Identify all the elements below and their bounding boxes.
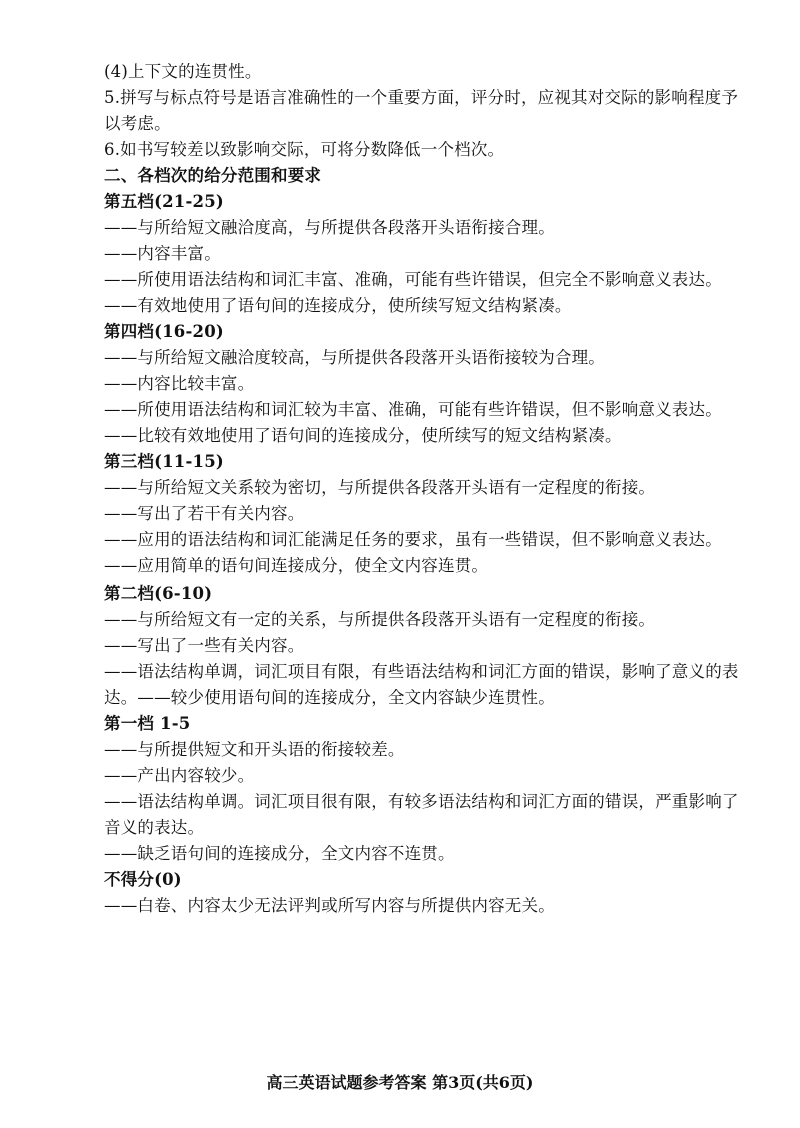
criterion-line: ——写出了一些有关内容。 [104, 636, 305, 655]
criterion-line: ——有效地使用了语句间的连接成分，使所续写短文结构紧凑。 [104, 296, 572, 315]
text-line: 5.拼写与标点符号是语言准确性的一个重要方面，评分时，应视其对交际的影响程度予 [104, 88, 739, 107]
grade-heading: 第五档(21-25) [104, 192, 224, 211]
criterion-line: ——与所给短文关系较为密切，与所提供各段落开头语有一定程度的衔接。 [104, 478, 656, 497]
grade-heading: 第四档(16-20) [104, 322, 224, 341]
grade-heading: 第一档 1-5 [104, 714, 191, 733]
criterion-line: ——写出了若干有关内容。 [104, 504, 305, 523]
criterion-line: ——比较有效地使用了语句间的连接成分，使所续写的短文结构紧凑。 [104, 426, 622, 445]
criterion-line: ——语法结构单调。词汇项目很有限，有较多语法结构和词汇方面的错误，严重影响了 [104, 792, 739, 811]
criterion-line: ——与所给短文融洽度较高，与所提供各段落开头语衔接较为合理。 [104, 348, 605, 367]
criterion-line: ——产出内容较少。 [104, 766, 255, 785]
criterion-line: ——与所给短文融洽度高，与所提供各段落开头语衔接合理。 [104, 218, 555, 237]
criterion-line: ——缺乏语句间的连接成分，全文内容不连贯。 [104, 844, 455, 863]
criterion-line: ——与所提供短文和开头语的衔接较差。 [104, 740, 405, 759]
criterion-line: ——所使用语法结构和词汇较为丰富、准确，可能有些许错误，但不影响意义表达。 [104, 400, 722, 419]
criterion-line: ——所使用语法结构和词汇丰富、准确，可能有些许错误，但完全不影响意义表达。 [104, 270, 722, 289]
criterion-line: ——应用的语法结构和词汇能满足任务的要求，虽有一些错误，但不影响意义表达。 [104, 530, 722, 549]
criterion-line: ——与所给短文有一定的关系，与所提供各段落开头语有一定程度的衔接。 [104, 610, 656, 629]
criterion-line: ——内容比较丰富。 [104, 374, 255, 393]
text-line: 6.如书写较差以致影响交际，可将分数降低一个档次。 [104, 140, 505, 159]
criterion-line: ——白卷、内容太少无法评判或所写内容与所提供内容无关。 [104, 896, 555, 915]
grade-heading: 第三档(11-15) [104, 452, 224, 471]
text-line: (4)上下文的连贯性。 [104, 62, 262, 81]
criterion-line: ——语法结构单调，词汇项目有限，有些语法结构和词汇方面的错误，影响了意义的表 [104, 662, 739, 681]
criterion-line: ——应用简单的语句间连接成分，使全文内容连贯。 [104, 556, 489, 575]
grade-heading: 第二档(6-10) [104, 584, 213, 603]
criterion-line: ——内容丰富。 [104, 244, 221, 263]
text-line: 以考虑。 [104, 114, 171, 133]
criterion-line: 达。——较少使用语句间的连接成分，全文内容缺少连贯性。 [104, 688, 555, 707]
criterion-line: 音义的表达。 [104, 818, 205, 837]
section-heading: 二、各档次的给分范围和要求 [104, 166, 322, 185]
grade-heading: 不得分(0) [104, 870, 182, 889]
page-footer: 高三英语试题参考答案 第3页(共6页) [266, 1073, 534, 1092]
